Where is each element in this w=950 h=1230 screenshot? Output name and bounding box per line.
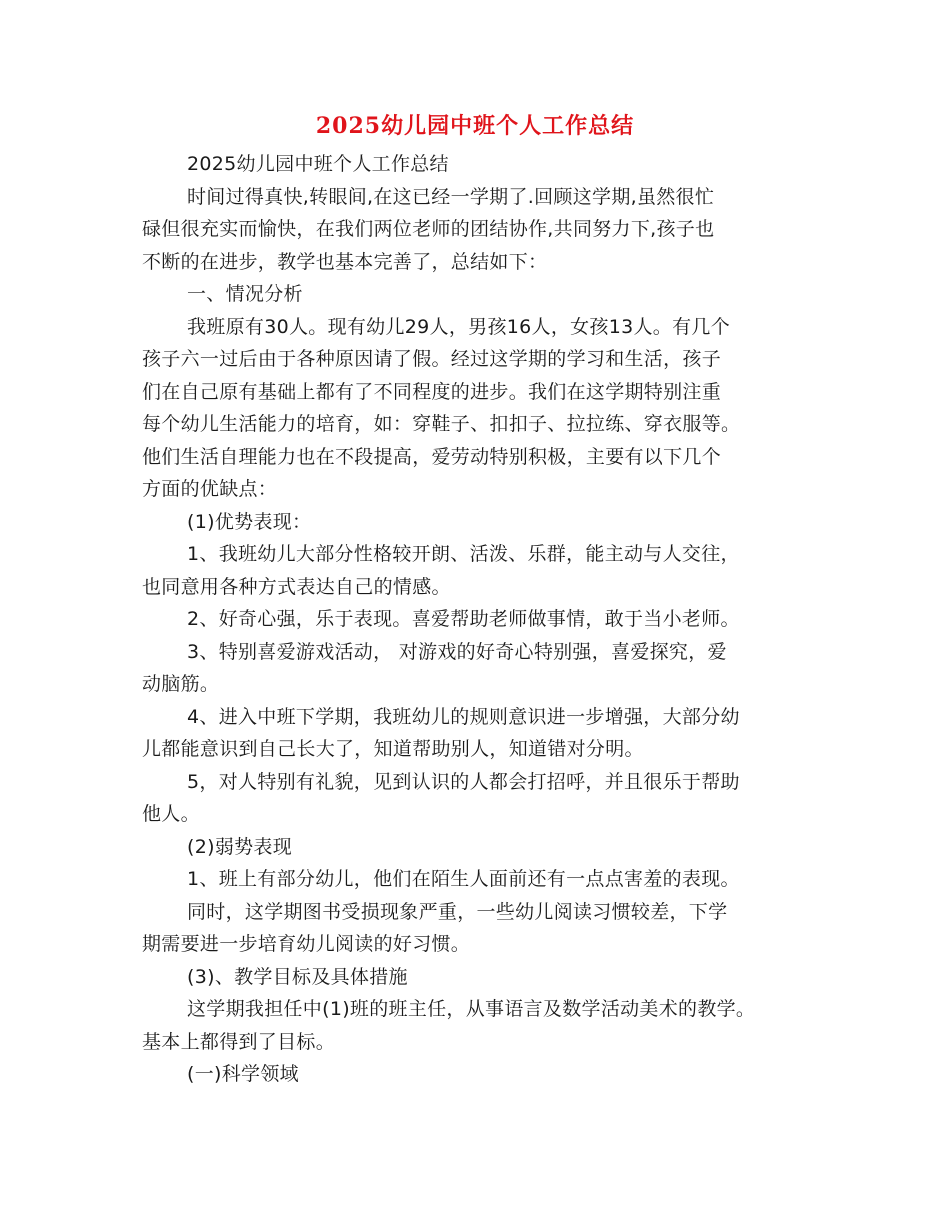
document-body [142, 148, 812, 1091]
text-line: 基本上都得到了目标。 [142, 1030, 336, 1053]
text-line: 5，对人特别有礼貌，见到认识的人都会打招呼，并且很乐于帮助 [187, 770, 740, 793]
text-line: 4、进入中班下学期，我班幼儿的规则意识进一步增强，大部分幼 [187, 705, 740, 728]
text-line: 儿都能意识到自己长大了，知道帮助别人，知道错对分明。 [142, 738, 644, 760]
text-line: 期需要进一步培育幼儿阅读的好习惯。 [142, 933, 471, 955]
text-line: (1)优势表现： [187, 510, 312, 533]
text-line: (2)弱势表现 [187, 835, 293, 858]
text-line: 也同意用各种方式表达自己的情感。 [142, 575, 451, 598]
text-line: 方面的优缺点： [142, 478, 278, 500]
text-line: 同时，这学期图书受损现象严重，一些幼儿阅读习惯较差，下学 [187, 900, 728, 923]
text-line: 碌但很充实而愉快，在我们两位老师的团结协作,共同努力下,孩子也 [142, 218, 715, 240]
text-line: 2、好奇心强，乐于表现。喜爱帮助老师做事情，敢于当小老师。 [187, 608, 740, 630]
text-line: 每个幼儿生活能力的培育，如：穿鞋子、扣扣子、拉拉练、穿衣服等。 [142, 413, 741, 435]
text-line: (一)科学领域 [187, 1063, 299, 1085]
text-line: 时间过得真快,转眼间,在这已经一学期了.回顾这学期,虽然很忙 [187, 185, 715, 208]
text-line: 这学期我担任中(1)班的班主任，从事语言及数学活动美术的教学。 [187, 998, 756, 1020]
text-line: 动脑筋。 [142, 673, 220, 695]
text-line: 他人。 [142, 803, 200, 825]
document-title: 2025幼儿园中班个人工作总结 [315, 113, 635, 139]
text-line: 我班原有30人。现有幼儿29人，男孩16人，女孩13人。有几个 [187, 315, 731, 338]
text-line: (3)、教学目标及具体措施 [187, 965, 408, 988]
text-line: 不断的在进步，教学也基本完善了，总结如下： [142, 250, 548, 273]
text-line: 2025幼儿园中班个人工作总结 [187, 153, 449, 175]
text-line: 1、我班幼儿大部分性格较开朗、活泼、乐群，能主动与人交往， [187, 543, 740, 565]
text-line: 1、班上有部分幼儿，他们在陌生人面前还有一点点害羞的表现。 [187, 868, 740, 890]
text-line: 们在自己原有基础上都有了不同程度的进步。我们在这学期特别注重 [142, 380, 722, 403]
text-line: 3、特别喜爱游戏活动， 对游戏的好奇心特别强，喜爱探究，爱 [187, 640, 727, 663]
text-line: 一、情况分析 [187, 283, 303, 305]
text-line: 孩子六一过后由于各种原因请了假。经过这学期的学习和生活，孩子 [142, 348, 722, 370]
text-line: 他们生活自理能力也在不段提高，爱劳动特别积极，主要有以下几个 [142, 445, 722, 468]
